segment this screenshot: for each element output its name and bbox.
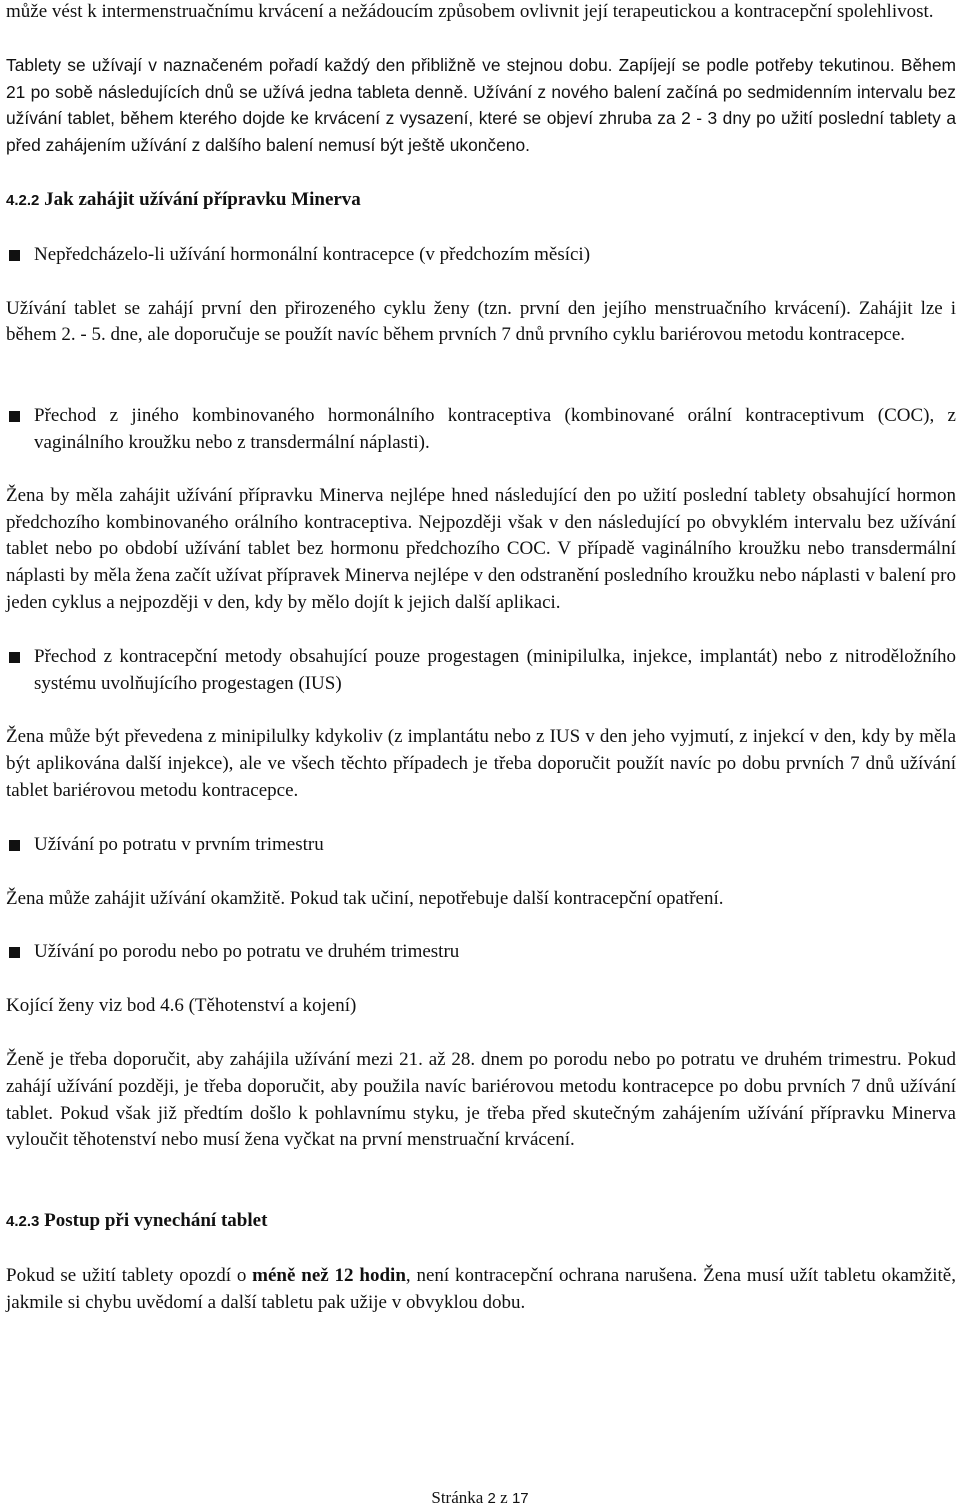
- bullet-switch-progestagen: [6, 644, 956, 698]
- square-bullet-icon: [9, 250, 20, 261]
- bullet-after-birth: [6, 939, 956, 966]
- intro-paragraph-1: může vést k intermenstruačnímu krvácení a nežádoucím způsobem ovlivnit její terapeutickou a kontracepční spolehlivost.: [6, 1, 934, 22]
- intro-paragraph-2-sans: Tablety se užívají v naznačeném pořadí každý den přibližně ve stejnou dobu. Zapíjejí se podle potřeby tekutinou. Během 21 po sobě následujících dnů se užívá jedna tableta denně.: [6, 54, 956, 102]
- bullet-text: Nepředcházelo-li užívání hormonální kontracepce (v předchozím měsíci): [34, 243, 591, 265]
- missed-tablet-text-a: Pokud se užití tablety opozdí o: [6, 1264, 253, 1286]
- paragraph-after-birth: Ženě je třeba doporučit, aby zahájila užívání mezi 21. až 28. dnem po porodu nebo po potratu ve druhém trimestru. Pokud zahájí užívání později, je třeba doporučit, aby použila navíc bariérovou metodu kontracepce po dobu prvních 7 dnů užívání tablet. Pokud však již předtím došlo k pohlavnímu styku, je třeba před skutečným zahájením užívání přípravku Minerva vyloučit těhotenství nebo musí žena vyčkat na první menstruační krvácení.: [6, 1048, 956, 1151]
- paragraph-switch-combined: Žena by měla zahájit užívání přípravku Minerva nejlépe hned následující den po užití poslední tablety obsahující hormon předchozího kombinovaného orálního kontraceptiva. Nejpozději však v den následující po obvyklém intervalu bez užívání tablet nebo po období užívání tablet bez hormonu předchozího COC. V případě vaginálního kroužku nebo transdermální náplasti by měla žena začít užívat přípravek Minerva nejlépe v den odstranění posledního kroužku nebo náplasti v balení pro jeden cyklus a nejpozději v den, kdy by mělo dojít k jejich další aplikaci.: [6, 484, 956, 613]
- bullet-text: Přechod z jiného kombinovaného hormonálního kontraceptiva (kombinované orální kontraceptivum (COC), z vaginálního kroužku nebo z transdermální náplasti).: [34, 405, 956, 453]
- bullet-text: Přechod z kontracepční metody obsahující pouze progestagen (minipilulka, injekce, implantát) nebo z nitroděložního systému uvolňujícího progestagen (IUS): [34, 645, 956, 694]
- footer-total-pages: 17: [511, 1490, 529, 1507]
- square-bullet-icon: [9, 947, 20, 958]
- bullet-no-prior-contraception: [6, 242, 956, 269]
- section-4-2-3-number: 4.2.3: [6, 1213, 40, 1231]
- section-4-2-3-heading: [6, 1208, 956, 1236]
- bullet-text: Užívání po porodu nebo po potratu ve druhém trimestru: [34, 941, 460, 963]
- paragraph-first-use: Užívání tablet se zahájí první den přirozeného cyklu ženy (tzn. první den jejího menstruačního krvácení). Zahájit lze i během 2. - 5. dne, ale doporučuje se použít navíc během prvních 7 dnů prvního cyklu bariérovou metodu kontracepce.: [6, 297, 956, 346]
- bullet-text: Užívání po potratu v prvním trimestru: [34, 833, 324, 855]
- paragraph-after-abortion: Žena může zahájit užívání okamžitě. Pokud tak učiní, nepotřebuje další kontracepční opatření.: [6, 887, 724, 909]
- section-4-2-2-heading: [6, 187, 956, 215]
- square-bullet-icon: [9, 840, 20, 851]
- paragraph-breastfeeding: Kojící ženy viz bod 4.6 (Těhotenství a kojení): [6, 995, 357, 1017]
- section-4-2-2-number: 4.2.2: [6, 191, 40, 209]
- document-page: [6, 0, 956, 1317]
- missed-tablet-text-b: , není kontracepční ochrana narušena. Žena musí užít tabletu okamžitě, jakmile si chybu uvědomí a další tabletu pak užije v obvyklou dobu.: [6, 1264, 956, 1313]
- missed-tablet-bold: méně než 12 hodin: [252, 1264, 406, 1286]
- intro-paragraph-2-cont: Užívání z nového balení začíná po sedmidenním intervalu bez užívání tablet, během kterého dojde ke krvácení z vysazení, které se objeví zhruba za 2 - 3 dny po užití poslední tablety a před zahájením užívání z dalšího balení nemusí být ještě ukončeno.: [6, 81, 956, 156]
- square-bullet-icon: [9, 652, 20, 663]
- footer-current-page: 2: [487, 1490, 496, 1507]
- paragraph-missed-tablet: [6, 1263, 956, 1317]
- square-bullet-icon: [9, 411, 20, 422]
- intro-paragraph-2: [6, 53, 956, 160]
- paragraph-switch-progestagen: Žena může být převedena z minipilulky kdykoliv (z implantátu nebo z IUS v den jeho vyjmutí, z injekcí v den, kdy by měla být aplikována další injekce), ale ve všech těchto případech je třeba doporučit použít navíc po dobu prvních 7 dnů užívání tablet bariérovou metodu kontracepce.: [6, 726, 956, 801]
- section-4-2-2-title: Jak zahájit užívání přípravku Minerva: [39, 188, 361, 210]
- bullet-after-abortion-first-trimester: [6, 832, 956, 859]
- page-footer: [0, 1488, 960, 1508]
- bullet-switch-combined: [6, 403, 956, 457]
- footer-prefix: Stránka: [431, 1488, 488, 1507]
- footer-separator: z: [495, 1488, 512, 1507]
- section-4-2-3-title: Postup při vynechání tablet: [39, 1210, 268, 1232]
